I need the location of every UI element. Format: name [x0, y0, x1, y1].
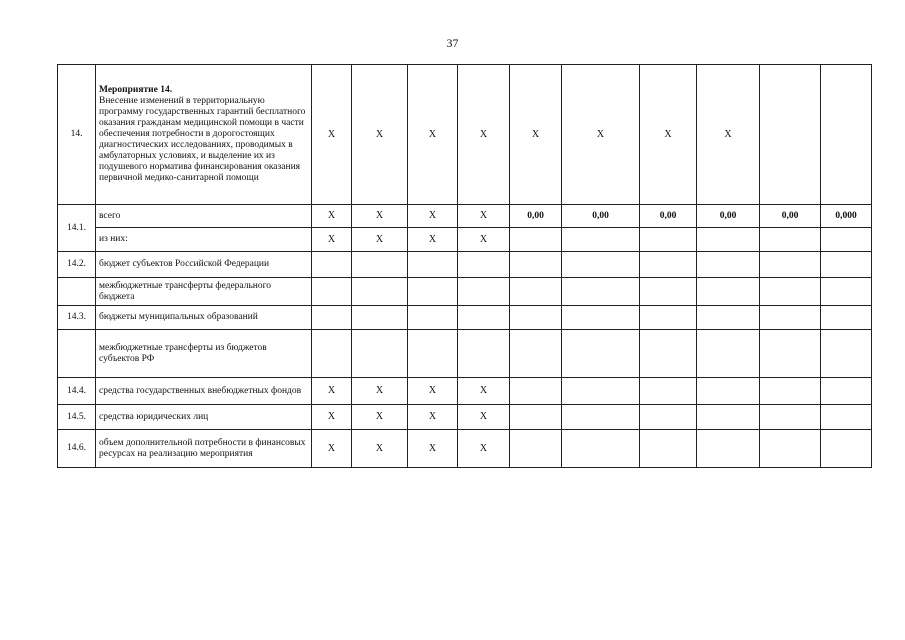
table-cell [510, 330, 562, 378]
measure-description: Внесение изменений в территориальную программу государственных гарантий бесплатного оказания гражданам медицинской помощи в части обеспечения потребности в дорогостоящих диагностических исследованиях, проводимых в амбулаторных условиях, и выделение их из подушевого норматива финансирования оказания первичной медико-санитарной помощи [99, 96, 306, 183]
table-cell: 0,000 [821, 205, 872, 228]
table-cell [510, 306, 562, 330]
row-number: 14. [58, 65, 96, 205]
row-number [58, 330, 96, 378]
table-cell [640, 278, 697, 306]
table-cell: Х [312, 405, 352, 430]
row-number: 14.1. [58, 205, 96, 252]
table-cell [562, 405, 640, 430]
table-cell [562, 330, 640, 378]
table-cell [352, 252, 408, 278]
table-cell [562, 252, 640, 278]
measure-heading: Мероприятие 14. [99, 85, 173, 96]
table-cell [458, 278, 510, 306]
table-cell [352, 278, 408, 306]
row-number: 14.3. [58, 306, 96, 330]
table-row [58, 205, 872, 228]
table-cell: Х [312, 378, 352, 405]
table-cell [408, 252, 458, 278]
table-cell [697, 252, 760, 278]
table-cell [510, 378, 562, 405]
table-cell [821, 378, 872, 405]
table-cell [697, 306, 760, 330]
table-row [58, 306, 872, 330]
table-cell [458, 330, 510, 378]
row-number: 14.4. [58, 378, 96, 405]
table-cell [640, 378, 697, 405]
table-cell [562, 278, 640, 306]
row-label: бюджеты муниципальных образований [96, 306, 312, 330]
table-cell: 0,00 [760, 205, 821, 228]
table-cell [640, 252, 697, 278]
table-cell [640, 405, 697, 430]
table-cell: Х [510, 65, 562, 205]
table-row [58, 252, 872, 278]
table-cell [821, 330, 872, 378]
table-cell [821, 306, 872, 330]
table-cell [821, 405, 872, 430]
table-cell [697, 330, 760, 378]
table-cell: Х [408, 405, 458, 430]
table-cell [821, 228, 872, 252]
table-cell [510, 228, 562, 252]
table-cell [640, 430, 697, 468]
table-cell [821, 65, 872, 205]
table-cell [408, 330, 458, 378]
table-cell: Х [352, 430, 408, 468]
row-label: межбюджетные трансферты федерального бюджета [96, 278, 312, 306]
table-cell: Х [352, 65, 408, 205]
table-cell [312, 330, 352, 378]
table-cell [458, 306, 510, 330]
table-cell: Х [562, 65, 640, 205]
table-cell [760, 330, 821, 378]
table-cell: Х [458, 405, 510, 430]
measure-table [57, 64, 872, 468]
table-cell: Х [458, 228, 510, 252]
table-cell: Х [352, 378, 408, 405]
row-label: объем дополнительной потребности в финансовых ресурсах на реализацию мероприятия [96, 430, 312, 468]
table-cell: Х [352, 228, 408, 252]
table-cell [562, 430, 640, 468]
row-number: 14.5. [58, 405, 96, 430]
table-cell [697, 405, 760, 430]
table-cell [458, 252, 510, 278]
row-number: 14.6. [58, 430, 96, 468]
table-cell [562, 378, 640, 405]
table-cell: Х [640, 65, 697, 205]
row-label: средства юридических лиц [96, 405, 312, 430]
table-cell: 0,00 [562, 205, 640, 228]
table-cell [760, 430, 821, 468]
table-cell [697, 228, 760, 252]
row-label: всего [96, 205, 312, 228]
table-cell [697, 378, 760, 405]
table-cell [760, 306, 821, 330]
table-cell: 0,00 [510, 205, 562, 228]
table-cell: Х [408, 205, 458, 228]
table-cell [640, 330, 697, 378]
table-cell [760, 65, 821, 205]
page-number: 37 [446, 36, 459, 50]
table-cell [510, 252, 562, 278]
table-cell [352, 306, 408, 330]
table-cell: Х [312, 205, 352, 228]
table-row [58, 405, 872, 430]
table-cell [408, 278, 458, 306]
table-row [58, 378, 872, 405]
table-cell: Х [458, 430, 510, 468]
table-cell [408, 306, 458, 330]
table-cell [697, 278, 760, 306]
row-label: бюджет субъектов Российской Федерации [96, 252, 312, 278]
table-cell [312, 278, 352, 306]
table-cell: Х [458, 205, 510, 228]
table-cell [821, 278, 872, 306]
table-cell: Х [312, 228, 352, 252]
table-cell: Х [408, 378, 458, 405]
table-cell [312, 306, 352, 330]
table-cell [562, 228, 640, 252]
table-cell [760, 405, 821, 430]
table-cell [821, 430, 872, 468]
table-cell: Х [458, 65, 510, 205]
table-cell: Х [408, 65, 458, 205]
table-cell: 0,00 [640, 205, 697, 228]
table-cell [510, 405, 562, 430]
table-cell: Х [312, 430, 352, 468]
measure-title-cell [96, 65, 312, 205]
row-label: из них: [96, 228, 312, 252]
table-cell [821, 252, 872, 278]
table-cell [760, 278, 821, 306]
row-label: средства государственных внебюджетных фондов [96, 378, 312, 405]
table-cell: Х [408, 430, 458, 468]
table-cell [760, 378, 821, 405]
table-row [58, 228, 872, 252]
table-cell [562, 306, 640, 330]
table-cell: Х [408, 228, 458, 252]
table-cell: Х [352, 205, 408, 228]
table-cell [312, 252, 352, 278]
table-row [58, 65, 872, 205]
table-cell [640, 306, 697, 330]
table-cell [760, 252, 821, 278]
table-cell: 0,00 [697, 205, 760, 228]
table-cell: Х [312, 65, 352, 205]
table-row [58, 278, 872, 306]
table-cell: Х [458, 378, 510, 405]
table-row [58, 430, 872, 468]
table-cell [510, 430, 562, 468]
table-cell [510, 278, 562, 306]
row-number [58, 278, 96, 306]
table-cell [697, 430, 760, 468]
row-number: 14.2. [58, 252, 96, 278]
table-cell [760, 228, 821, 252]
table-cell [352, 330, 408, 378]
table-cell: Х [697, 65, 760, 205]
table-cell: Х [352, 405, 408, 430]
table-row [58, 330, 872, 378]
table-cell [640, 228, 697, 252]
row-label: межбюджетные трансферты из бюджетов субъектов РФ [96, 330, 312, 378]
